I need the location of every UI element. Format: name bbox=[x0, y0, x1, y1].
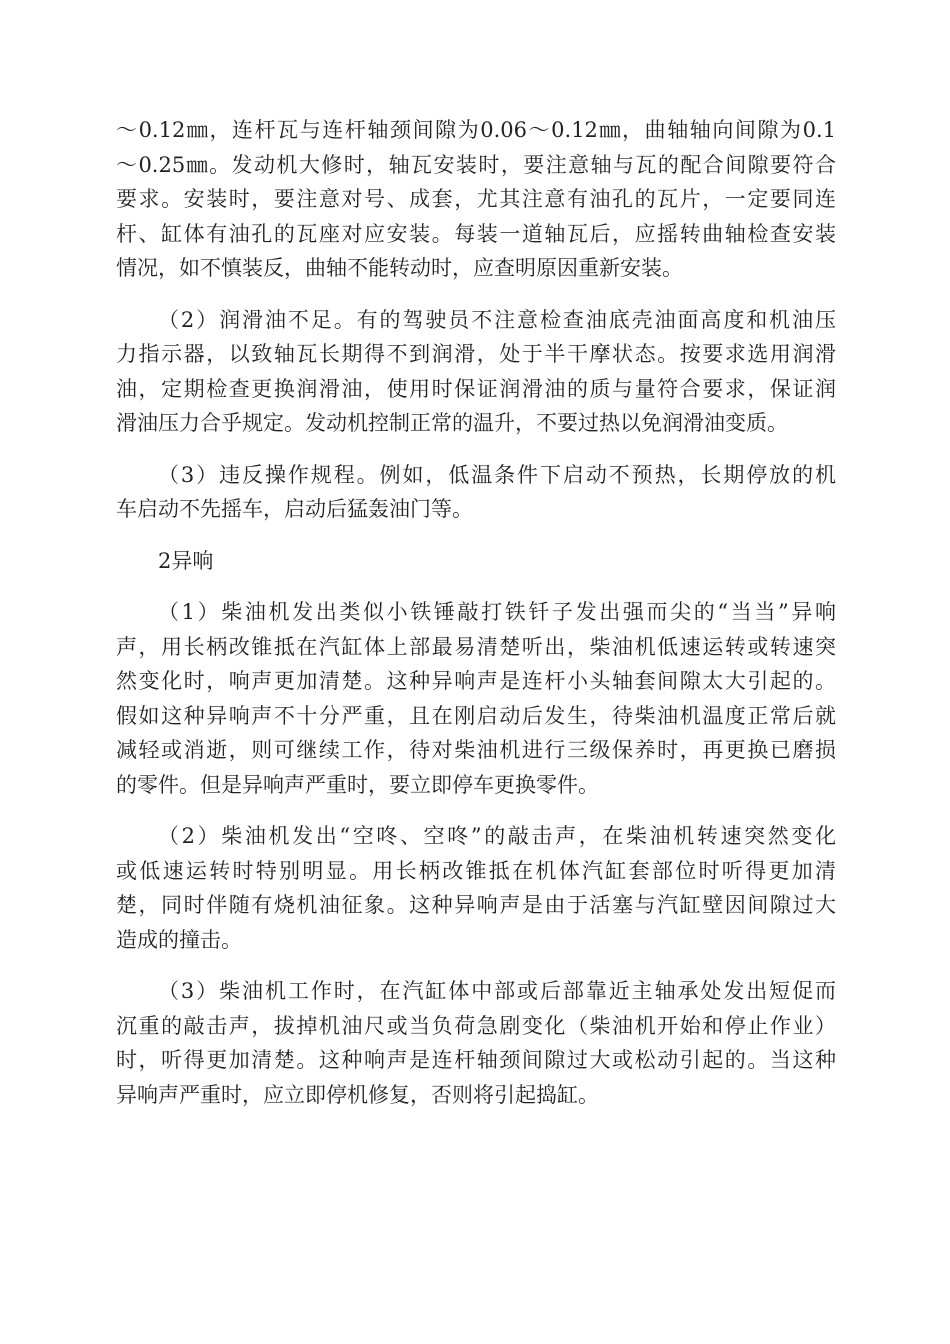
text-line: （2）润滑油不足。有的驾驶员不注意检查油底壳油面高度和机油压 bbox=[158, 307, 836, 332]
text-line: 楚，同时伴随有烧机油征象。这种异响声是由于活塞与汽缸壁因间隙过大 bbox=[116, 893, 836, 917]
text-line: （3）违反操作规程。例如，低温条件下启动不预热，长期停放的机 bbox=[158, 462, 836, 487]
document-page bbox=[116, 113, 836, 1129]
text-line: 车启动不先摇车，启动后猛轰油门等。 bbox=[116, 497, 473, 521]
text-line: ～0.12㎜，连杆瓦与连杆轴颈间隙为0.06～0.12㎜，曲轴轴向间隙为0.1 bbox=[116, 118, 836, 142]
paragraph-noise-1 bbox=[116, 595, 836, 802]
text-line: 声，用长柄改锥抵在汽缸体上部最易清楚听出，柴油机低速运转或转速突 bbox=[116, 634, 836, 659]
text-line: 假如这种异响声不十分严重，且在刚启动后发生，待柴油机温度正常后就 bbox=[116, 703, 836, 728]
text-line: 时，听得更加清楚。这种响声是连杆轴颈间隙过大或松动引起的。当这种 bbox=[116, 1048, 836, 1072]
text-line: 情况，如不慎装反，曲轴不能转动时，应查明原因重新安装。 bbox=[116, 256, 683, 280]
paragraph-operation-rules bbox=[116, 458, 836, 527]
text-line: 要求。安装时，要注意对号、成套，尤其注意有油孔的瓦片，一定要同连 bbox=[116, 187, 836, 211]
text-line: 油，定期检查更换润滑油，使用时保证润滑油的质与量符合要求，保证润 bbox=[116, 376, 836, 401]
text-line: 减轻或消逝，则可继续工作，待对柴油机进行三级保养时，再更换已磨损 bbox=[116, 738, 836, 762]
text-line: 沉重的敲击声，拔掉机油尺或当负荷急剧变化（柴油机开始和停止作业） bbox=[116, 1013, 836, 1038]
paragraph-bearing-clearance bbox=[116, 113, 836, 286]
text-line: （2）柴油机发出“空咚、空咚”的敲击声，在柴油机转速突然变化 bbox=[158, 824, 836, 848]
text-line: 或低速运转时特别明显。用长柄改锥抵在机体汽缸套部位时听得更加清 bbox=[116, 858, 836, 883]
text-line: （3）柴油机工作时，在汽缸体中部或后部靠近主轴承处发出短促而 bbox=[158, 979, 836, 1003]
text-line: 杆、缸体有油孔的瓦座对应安装。每装一道轴瓦后，应摇转曲轴检查安装 bbox=[116, 221, 836, 246]
text-line: 异响声严重时，应立即停机修复，否则将引起捣缸。 bbox=[116, 1082, 599, 1107]
text-line: 力指示器，以致轴瓦长期得不到润滑，处于半干摩状态。按要求选用润滑 bbox=[116, 342, 836, 366]
text-line: ～0.25㎜。发动机大修时，轴瓦安装时，要注意轴与瓦的配合间隙要符合 bbox=[116, 152, 836, 177]
text-line: 的零件。但是异响声严重时，要立即停车更换零件。 bbox=[116, 772, 599, 797]
heading-text: 2异响 bbox=[158, 548, 214, 573]
paragraph-lubrication bbox=[116, 303, 836, 441]
paragraph-noise-2 bbox=[116, 819, 836, 957]
text-line: 滑油压力合乎规定。发动机控制正常的温升，不要过热以免润滑油变质。 bbox=[116, 411, 788, 435]
section-heading bbox=[116, 544, 836, 579]
text-line: 造成的撞击。 bbox=[116, 927, 242, 952]
paragraph-noise-3 bbox=[116, 974, 836, 1112]
text-line: （1）柴油机发出类似小铁锤敲打铁钎子发出强而尖的“当当”异响 bbox=[158, 600, 836, 624]
text-line: 然变化时，响声更加清楚。这种异响声是连杆小头轴套间隙太大引起的。 bbox=[116, 669, 836, 693]
